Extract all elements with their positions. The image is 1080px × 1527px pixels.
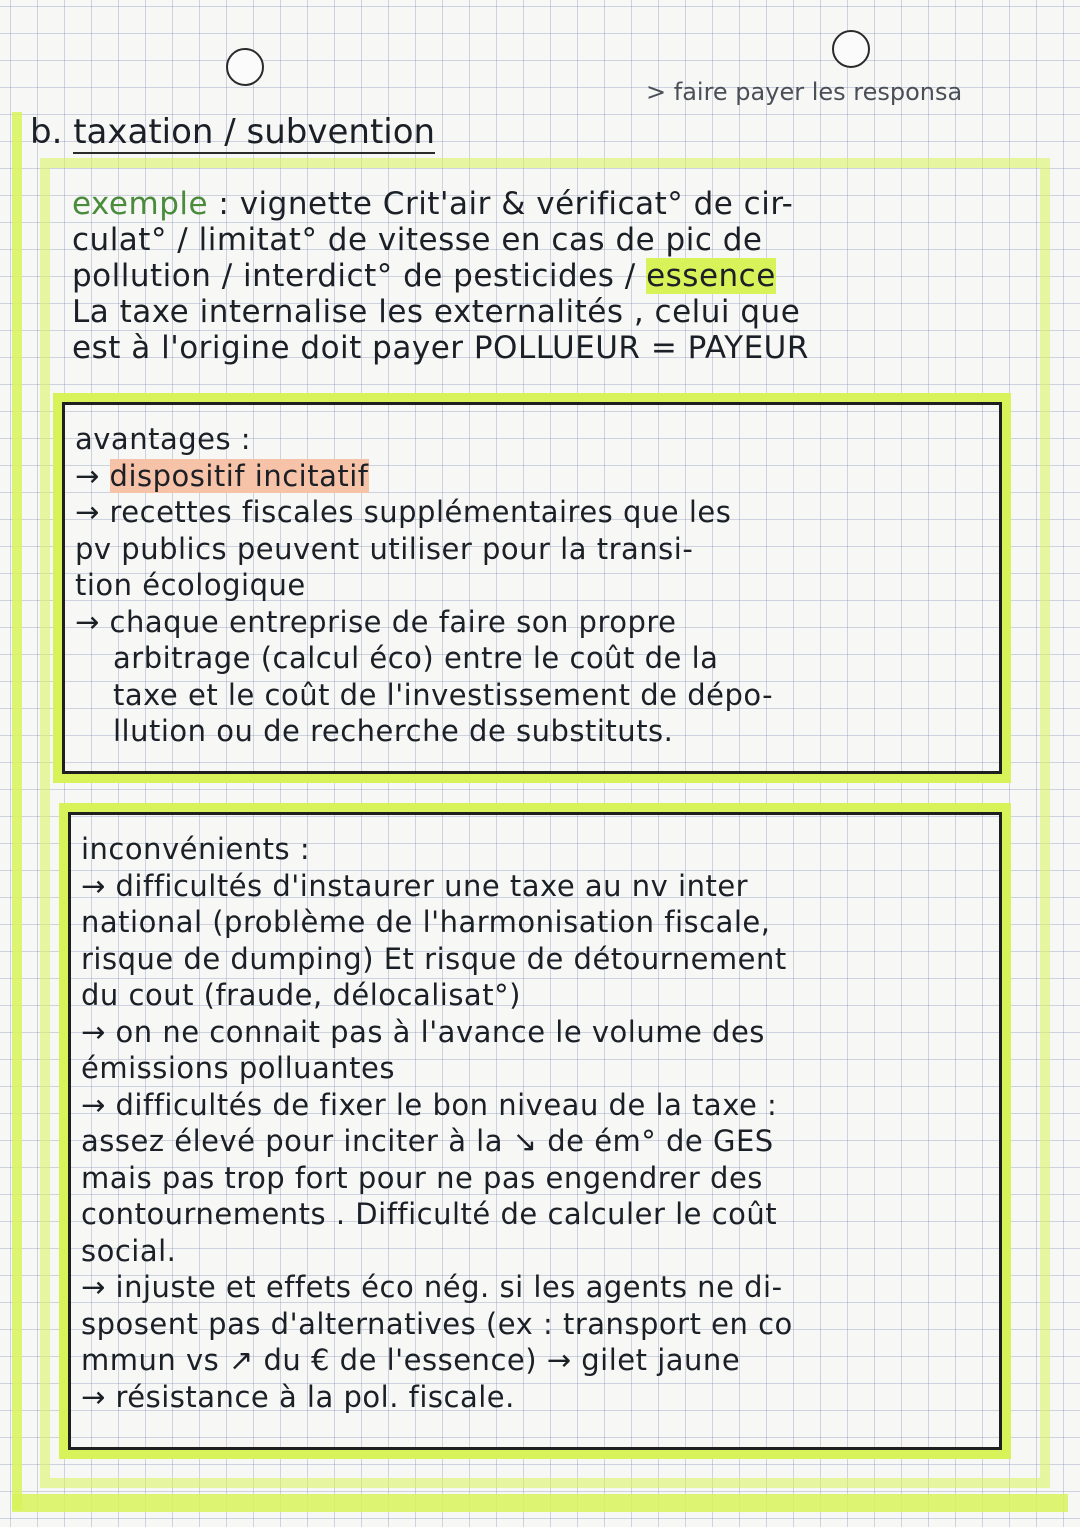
disadvantages-line: risque de dumping) Et risque de détournement [81, 941, 787, 976]
advantages-item: tion écologique [75, 568, 306, 602]
disadvantages-line: mais pas trop fort pour ne pas engendrer des [81, 1160, 763, 1195]
advantages-box [62, 402, 1002, 774]
disadvantages-line: sposent pas d'alternatives (ex : transport en co [81, 1306, 793, 1341]
disadvantages-box [68, 812, 1002, 1450]
intro-paragraph [72, 186, 1032, 366]
disadvantages-title: inconvénients : [81, 832, 311, 866]
bottom-highlight [12, 1494, 1068, 1512]
example-label: exemple [72, 186, 209, 222]
advantages-item: llution ou de recherche de substituts. [113, 714, 674, 748]
advantages-item: → dispositif incitatif [75, 458, 369, 493]
disadvantages-line: → injuste et effets éco nég. si les agents ne di- [81, 1270, 783, 1304]
disadvantages-line: du cout (fraude, délocalisat°) [81, 978, 521, 1012]
disadvantages-line: assez élevé pour inciter à la ↘ de ém° de GES [81, 1124, 774, 1158]
disadvantages-line: émissions polluantes [81, 1051, 395, 1085]
disadvantages-line: social. [81, 1233, 177, 1268]
advantages-item: → recettes fiscales supplémentaires que les [75, 495, 732, 529]
advantages-item: → chaque entreprise de faire son propre [75, 604, 677, 639]
disadvantages-line: mmun vs ↗ du € de l'essence) → gilet jaune [81, 1343, 741, 1377]
disadvantages-line: → difficultés de fixer le bon niveau de la taxe : [81, 1087, 778, 1122]
margin-note: > faire payer les responsa [646, 78, 963, 106]
margin-highlight [12, 112, 22, 1510]
disadvantages-line: → résistance à la pol. fiscale. [81, 1379, 515, 1414]
binder-hole [832, 30, 870, 68]
advantages-item: taxe et le coût de l'investissement de dépo- [113, 677, 774, 712]
intro-line: exemple : vignette Crit'air & vérificat° de cir- [72, 186, 794, 222]
disadvantages-line: contournements . Difficulté de calculer le coût [81, 1197, 778, 1231]
advantages-item: arbitrage (calcul éco) entre le coût de la [113, 641, 719, 675]
advantages-item: pv publics peuvent utiliser pour la transi- [75, 531, 694, 566]
highlight-essence: essence [646, 258, 776, 294]
advantages-title: avantages : [75, 422, 252, 456]
disadvantages-line: → difficultés d'instaurer une taxe au nv inter [81, 868, 749, 903]
section-title: taxation / subvention [73, 112, 436, 152]
intro-line: La taxe internalise les externalités , celui que [72, 294, 801, 330]
section-heading [30, 112, 435, 152]
disadvantages-line: national (problème de l'harmonisation fiscale, [81, 905, 771, 939]
section-letter: b. [30, 112, 63, 152]
intro-line: pollution / interdict° de pesticides / essence [72, 258, 776, 294]
highlight-incitatif: dispositif incitatif [109, 458, 369, 493]
disadvantages-line: → on ne connait pas à l'avance le volume des [81, 1014, 765, 1049]
intro-line: culat° / limitat° de vitesse en cas de pic de [72, 222, 763, 258]
binder-hole [226, 48, 264, 86]
intro-line: est à l'origine doit payer POLLUEUR = PAYEUR [72, 330, 809, 366]
